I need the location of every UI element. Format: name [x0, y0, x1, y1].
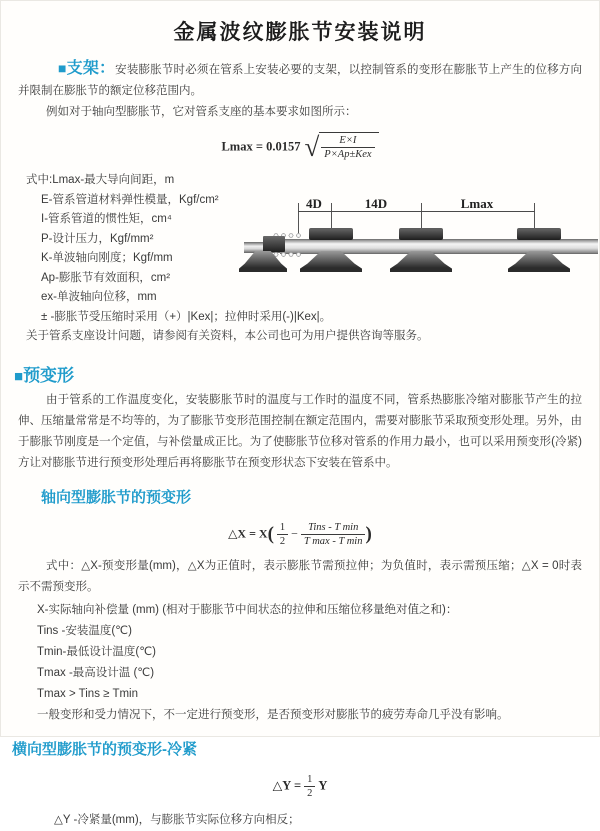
radical-sign-icon: √	[304, 132, 320, 163]
definition-line: P-设计压力，Kgf/mm²	[41, 232, 154, 245]
dx-formula-lhs: △X = X	[228, 526, 268, 541]
dimension-line	[298, 211, 535, 212]
guide-support-pedestal	[508, 251, 570, 272]
definition-line: Ap-膨胀节有效面积，cm²	[41, 271, 171, 284]
general-note: 一般变形和受力情况下，不一定进行预变形，是否预变形对膨胀节的疲劳寿命几乎没有影响。	[37, 709, 509, 721]
support-intro-text: 安装膨胀节时必须在管系上安装必要的支架，以控制管系的变形在膨胀节上产生的位移方向并限制在膨胀节的额定位移范围内。	[18, 64, 582, 97]
lmax-formula	[1, 132, 599, 161]
lmax-formula-lhs: Lmax = 0.0157	[221, 139, 301, 154]
definition-line: Tins -安装温度(℃)	[37, 625, 132, 637]
preform-section-title: 预变形	[23, 365, 75, 385]
half-fraction: $\frac{1}{2}$	[304, 773, 315, 800]
definition-line: ex-单波轴向位移，mm	[41, 291, 157, 304]
definition-line: 式中:Lmax-最大导向间距，m	[26, 174, 175, 187]
sqrt-radical	[304, 132, 378, 161]
anchor-block	[263, 236, 285, 252]
square-bullet-icon: ■	[14, 367, 24, 385]
preform-body-paragraph: 由于管系的工作温度变化，安装膨胀节时的温度与工作时的温度不同，管系热膨胀冷缩对膨胀节产生的拉伸、压缩量常常是不均等的，为了膨胀节变形范围控制在额定范围内，需要对膨胀节采取预变形处理。另外，由于膨胀节刚度是一个定值，与补偿量成正比。为了使膨胀节位移对管系的作用力最小，也可以采用预变形(冷紧)方让对膨胀节进行预变形处理后再将膨胀节在预变形状态下安装在管系中。	[18, 393, 582, 469]
definition-line: X-实际轴向补偿量 (mm) (相对于膨胀节中间状态的拉伸和压缩位移量绝对值之和)：	[37, 604, 458, 616]
preform-section-header	[14, 361, 599, 386]
open-paren: (	[267, 523, 274, 545]
temperature-fraction: $\frac{\text{Tins - T min}}{\text{T max - T min}}$	[301, 521, 366, 548]
support-example-text: 例如对于轴向型膨胀节，它对管系支座的基本要求如图所示：	[46, 106, 357, 118]
pipe-support-diagram	[244, 194, 598, 294]
dimension-label-14d: 14D	[364, 196, 388, 211]
guide-support-pedestal	[300, 251, 362, 272]
guide-support-pedestal	[390, 251, 452, 272]
definition-line: Tmax > Tins ≥ Tmin	[37, 688, 138, 700]
definition-line: E-管系管道材料弹性模量，Kgf/cm²	[41, 193, 219, 206]
consulting-note: 关于管系支座设计问题，请参阅有关资料，本公司也可为用户提供咨询等服务。	[26, 330, 429, 343]
dy-formula-rhs: Y	[318, 778, 328, 793]
lmax-formula-denominator: P×Ap±Kex	[321, 147, 374, 161]
dx-symbol-definitions	[1, 600, 599, 726]
page-title: 金属波纹膨胀节安装说明	[173, 21, 427, 44]
definition-line: K-单波轴向刚度；Kgf/mm	[41, 252, 173, 265]
axial-preform-formula	[1, 521, 599, 548]
minus-sign: −	[291, 526, 298, 541]
axial-preform-heading: 轴向型膨胀节的预变形	[41, 488, 192, 506]
guide-support-cap	[309, 228, 353, 240]
definition-line: I-管系管道的惯性矩，cm⁴	[41, 213, 172, 226]
dimension-label-lmax: Lmax	[460, 196, 494, 211]
lateral-preform-formula	[1, 773, 599, 800]
guide-support-cap	[517, 228, 561, 240]
close-paren: )	[365, 523, 372, 545]
support-intro-paragraph	[18, 58, 582, 102]
dimension-label-4d: 4D	[306, 196, 322, 211]
lateral-preform-heading: 横向型膨胀节的预变形-冷紧	[12, 741, 197, 758]
dy-note-text: △Y -冷紧量(mm)，与膨胀节实际位移方向相反；	[54, 814, 300, 827]
half-fraction: $\frac{1}{2}$	[277, 521, 288, 548]
dx-explanation-paragraph: 式中：△X-预变形量(mm)，△X为正值时，表示膨胀节需预拉伸；为负值时，表示需预压缩；△X = 0时表示不需预变形。	[18, 560, 582, 593]
definition-line: Tmax -最高设计温 (℃)	[37, 667, 155, 679]
definition-line: Tmin-最低设计温度(℃)	[37, 646, 156, 658]
guide-support-cap	[399, 228, 443, 240]
definition-line: ± -膨胀节受压缩时采用（+）|Kex|；拉伸时采用(-)|Kex|。	[41, 310, 332, 323]
support-section-label: 支架：	[66, 60, 116, 77]
dy-formula-lhs: △Y =	[272, 778, 302, 793]
lmax-formula-numerator: E×I	[339, 135, 357, 146]
square-bullet-icon: ■	[58, 60, 67, 76]
